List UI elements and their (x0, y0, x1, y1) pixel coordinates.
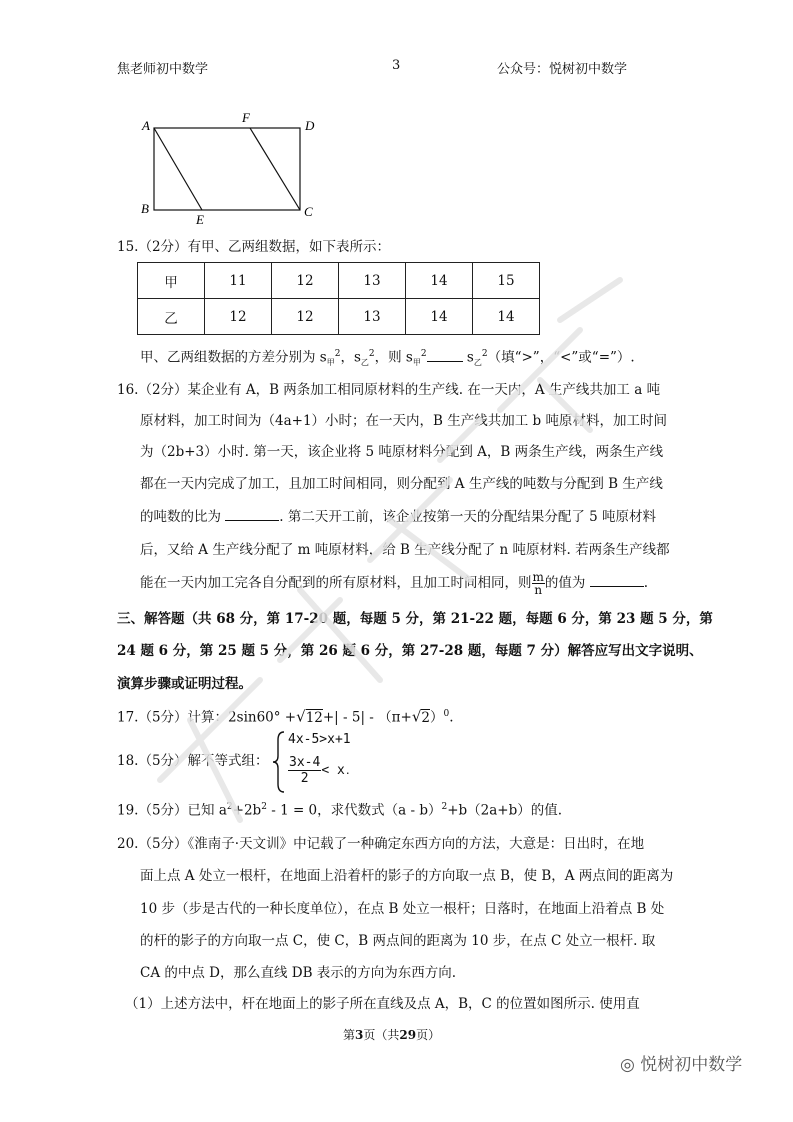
wechat-logo (620, 1050, 742, 1075)
fraction-numerator: m (532, 570, 544, 584)
q16-text-7a: 能在一天内加工完各自分配到的所有原材料，且加工时间相同，则 (140, 575, 532, 591)
q15-sup-c: 2 (420, 349, 427, 359)
q16-line-5 (140, 508, 656, 526)
q15-answer-blank[interactable] (427, 349, 463, 362)
q20-line-2: 面上点 A 处立一根杆，在地面上沿着杆的影子的方向取一点 B，使 B，A 两点间的距离为 (140, 868, 674, 884)
footer-text-c: 页） (416, 1028, 441, 1042)
q17-radicand-2: 2 (421, 709, 431, 726)
logo-text: 悦树初中数学 (640, 1055, 743, 1075)
q17-text-a: 17.（5分）计算：2sin60° + (117, 709, 297, 726)
footer-page-info (343, 1026, 440, 1043)
header-page-number: 3 (392, 58, 401, 73)
q17-text-d: . (449, 709, 454, 726)
footer-text-b: 页（共 (363, 1028, 400, 1042)
q15-text-c: ，则 s (374, 349, 413, 366)
section3-line-3: 演算步骤或证明过程。 (117, 676, 252, 692)
header-left: 焦老师初中数学 (117, 62, 209, 77)
q17 (117, 705, 454, 727)
q16-ratio-blank[interactable] (225, 508, 279, 521)
q19-sup-2: 2 (261, 802, 267, 812)
rectangle-figure (130, 110, 330, 230)
q16-text-7b: 的值为 (544, 575, 586, 591)
q16-line-6: 后，又给 A 生产线分配了 m 吨原材料，给 B 生产线分配了 n 吨原材料. 若两条生产线都 (140, 542, 670, 558)
header-right: 公众号：悦树初中数学 (497, 62, 628, 77)
q19-text-a: 19.（5分）已知 a (117, 802, 227, 819)
q16-line-3: 为（2b+3）小时. 第一天，该企业将 5 吨原材料分配到 A，B 两条生产线，两条生产线 (140, 444, 664, 460)
q18-inequality-1: 4x-5>x+1 (288, 732, 351, 747)
q15-variance-line (140, 345, 635, 372)
q17-text-c: ） (430, 709, 444, 726)
table-cell: 甲 (138, 263, 205, 299)
q18-label: 18.（5分）解不等式组： (117, 753, 269, 769)
table-cell: 15 (473, 263, 540, 299)
q18-period: . (344, 766, 351, 777)
rectangle-abcd (154, 128, 300, 210)
q19-sup-1: 2 (226, 802, 233, 812)
q15-sub-jia: 甲 (326, 358, 335, 368)
q16-line-2: 原材料，加工时间为（4a+1）小时；在一天内，B 生产线共加工 b 吨原材料，加工时间 (140, 413, 667, 429)
section3-line-2: 24 题 6 分，第 25 题 5 分，第 26 题 6 分，第 27-28 题，每题 7 分）解答应写出文字说明、 (117, 643, 703, 659)
table-cell: 12 (205, 299, 272, 335)
q16-line-1: 16.（2分）某企业有 A，B 两条加工相同原材料的生产线. 在一天内，A 生产线共加工 a 吨 (117, 382, 661, 398)
q20-line-6: （1）上述方法中，杆在地面上的影子所在直线及点 A，B，C 的位置如图所示. 使用直 (125, 996, 640, 1012)
q20-line-1: 20.（5分）《淮南子·天文训》中记载了一种确定东西方向的方法，大意是：日出时，在地 (117, 836, 645, 852)
label-d: D (305, 118, 315, 133)
q18-rest: < x (321, 763, 345, 778)
q20-line-4: 的杆的影子的方向取一点 C，使 C，B 两点间的距离为 10 步，在点 C 处立一根杆. 取 (140, 933, 656, 949)
table-cell: 乙 (138, 299, 205, 335)
table-cell: 13 (339, 299, 406, 335)
q20-line-5: CA 的中点 D，那么直线 DB 表示的方向为东西方向. (140, 965, 457, 981)
sqrt-symbol: √ (296, 707, 306, 726)
table-cell: 11 (205, 263, 272, 299)
q16-text-7c: . (643, 575, 648, 591)
table-row (138, 299, 540, 335)
table-cell: 12 (272, 263, 339, 299)
q15-sub-yi: 乙 (360, 358, 369, 368)
sqrt-symbol: √ (411, 707, 422, 726)
q19-sup-3: 2 (441, 802, 448, 812)
q15-table (137, 262, 540, 335)
q17-radicand-12: 12 (305, 709, 323, 726)
q16-line-4: 都在一天内完成了加工，且加工时间相同，则分配到 A 生产线的吨数与分配到 B 生产线 (140, 476, 663, 492)
q15-sup-d: 2 (481, 349, 488, 359)
q15-sup-a: 2 (334, 349, 341, 359)
q15-sub-jia-2: 甲 (412, 358, 421, 368)
section3-line-1: 三、解答题（共 68 分，第 17-20 题，每题 5 分，第 21-22 题，每题 6 分，第 23 题 5 分，第 (117, 611, 713, 627)
footer-text-a: 第 (343, 1028, 356, 1042)
q15-sup-b: 2 (368, 349, 375, 359)
q17-text-b: +| - 5| - （π+ (322, 709, 412, 726)
table-cell: 14 (406, 263, 473, 299)
q20-line-3: 10 步（步是古代的一种长度单位），在点 B 处立一根杆；日落时，在地面上沿着点 B 处 (140, 901, 665, 917)
fraction-denominator: n (534, 583, 543, 597)
q16-text-5b: . 第二天开工前，该企业按第一天的分配结果分配了 5 吨原材料 (279, 509, 657, 525)
segment-fc (250, 128, 300, 210)
q15-text-d: s (462, 349, 474, 366)
q15-text-a: 甲、乙两组数据的方差分别为 s (140, 349, 327, 366)
q18-denominator: 2 (300, 771, 309, 786)
q19 (117, 798, 562, 820)
label-e: E (196, 212, 204, 227)
label-a: A (142, 118, 150, 133)
q15-sub-yi-2: 乙 (473, 358, 482, 368)
table-cell: 12 (272, 299, 339, 335)
q15-text-b: ，s (340, 349, 361, 366)
q15-text-e: （填“>”，“<”或“=”）. (487, 349, 635, 366)
q19-text-c: - 1 = 0，求代数式（a - b） (266, 802, 442, 819)
table-cell: 13 (339, 263, 406, 299)
q16-text-5a: 的吨数的比为 (140, 509, 221, 525)
table-cell: 14 (473, 299, 540, 335)
label-f: F (242, 110, 250, 125)
footer-page: 3 (355, 1028, 364, 1042)
table-cell: 14 (406, 299, 473, 335)
footer-total: 29 (399, 1028, 417, 1042)
q18-fraction (288, 755, 321, 786)
table-row (138, 263, 540, 299)
q15-stem: 15.（2分）有甲、乙两组数据，如下表所示： (117, 239, 391, 255)
label-b: B (141, 201, 149, 216)
brace-icon (272, 730, 286, 794)
segment-ae (154, 128, 202, 210)
label-c: C (304, 204, 313, 219)
q16-line-7 (140, 571, 648, 596)
q16-value-blank[interactable] (590, 574, 644, 587)
q19-text-b: +2b (232, 802, 262, 819)
q17-exponent: 0 (443, 709, 450, 719)
q18-numerator: 3x-4 (289, 755, 321, 770)
wechat-icon: ◎ (620, 1055, 635, 1075)
q18-inequality-2 (288, 755, 351, 786)
q19-text-d: +b（2a+b）的值. (447, 802, 563, 819)
fraction-m-over-n (532, 571, 545, 596)
